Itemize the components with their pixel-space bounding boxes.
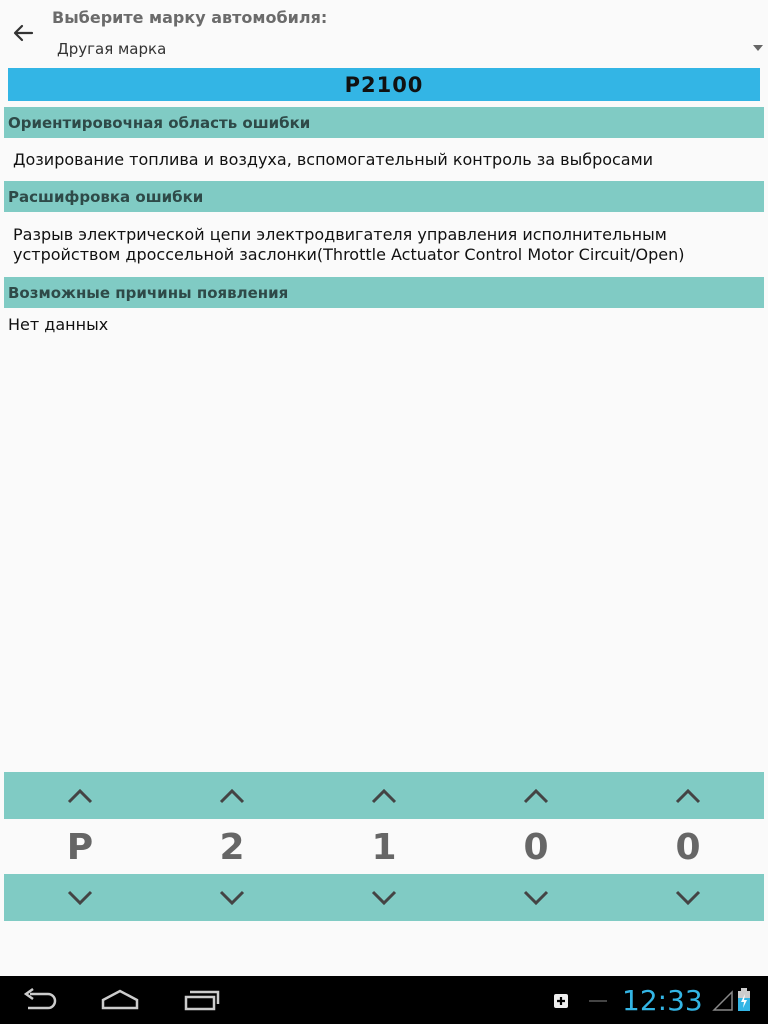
notification-icon[interactable]: [552, 992, 570, 1010]
code-digit: 2: [219, 826, 245, 868]
code-digit: 0: [523, 826, 549, 868]
increment-digit-2-button[interactable]: [156, 772, 308, 819]
divider: [589, 1000, 607, 1002]
section-area-text: Дозирование топлива и воздуха, вспомогательный контроль за выбросами: [13, 150, 654, 169]
section-area-title: Ориентировочная область ошибки: [8, 113, 311, 132]
battery-icon: [737, 988, 751, 1012]
section-decoding-text: [13, 225, 753, 265]
section-causes-header: [4, 277, 764, 308]
code-digit: 1: [371, 826, 397, 868]
back-button[interactable]: [8, 18, 38, 48]
chevron-down-icon: [522, 889, 550, 907]
decrement-digit-2-button[interactable]: [156, 874, 308, 921]
chevron-up-icon: [370, 787, 398, 805]
nav-back-icon[interactable]: [20, 988, 60, 1012]
increment-digit-3-button[interactable]: [308, 772, 460, 819]
increment-panel: [4, 772, 764, 819]
chevron-down-icon: [66, 889, 94, 907]
signal-icon: [712, 990, 734, 1012]
decrement-digit-1-button[interactable]: [4, 874, 156, 921]
increment-digit-1-button[interactable]: [4, 772, 156, 819]
chevron-down-icon: [370, 889, 398, 907]
error-code: P2100: [344, 72, 424, 97]
decrement-digit-3-button[interactable]: [308, 874, 460, 921]
section-decoding-line: устройством дроссельной заслонки(Throttle Actuator Control Motor Circuit/Open): [13, 245, 685, 264]
arrow-back-icon: [8, 18, 38, 48]
code-digit: P: [66, 826, 94, 868]
chevron-up-icon: [66, 787, 94, 805]
nav-home-icon[interactable]: [100, 988, 140, 1012]
section-causes-title: Возможные причины появления: [8, 283, 289, 302]
system-nav-bar: [0, 976, 768, 1024]
increment-digit-4-button[interactable]: [460, 772, 612, 819]
decrement-panel: [4, 874, 764, 921]
chevron-up-icon: [218, 787, 246, 805]
car-brand-label: Выберите марку автомобиля:: [52, 8, 328, 27]
clock: 12:33: [622, 984, 703, 1017]
code-digit: 0: [675, 826, 701, 868]
error-code-header: [8, 68, 760, 101]
nav-recents-icon[interactable]: [182, 988, 222, 1012]
decrement-digit-4-button[interactable]: [460, 874, 612, 921]
section-area-header: [4, 107, 764, 138]
section-decoding-line: Разрыв электрической цепи электродвигателя управления исполнительным: [13, 225, 667, 244]
section-decoding-header: [4, 181, 764, 212]
section-causes-text: Нет данных: [8, 315, 109, 334]
chevron-up-icon: [674, 787, 702, 805]
top-bar: [0, 0, 768, 66]
increment-digit-5-button[interactable]: [612, 772, 764, 819]
section-decoding-title: Расшифровка ошибки: [8, 187, 204, 206]
car-brand-select[interactable]: Другая марка: [57, 40, 167, 58]
chevron-up-icon: [522, 787, 550, 805]
chevron-down-icon: [674, 889, 702, 907]
chevron-down-icon: [218, 889, 246, 907]
dropdown-caret-icon[interactable]: [753, 45, 763, 51]
code-digits: [4, 820, 764, 874]
decrement-digit-5-button[interactable]: [612, 874, 764, 921]
